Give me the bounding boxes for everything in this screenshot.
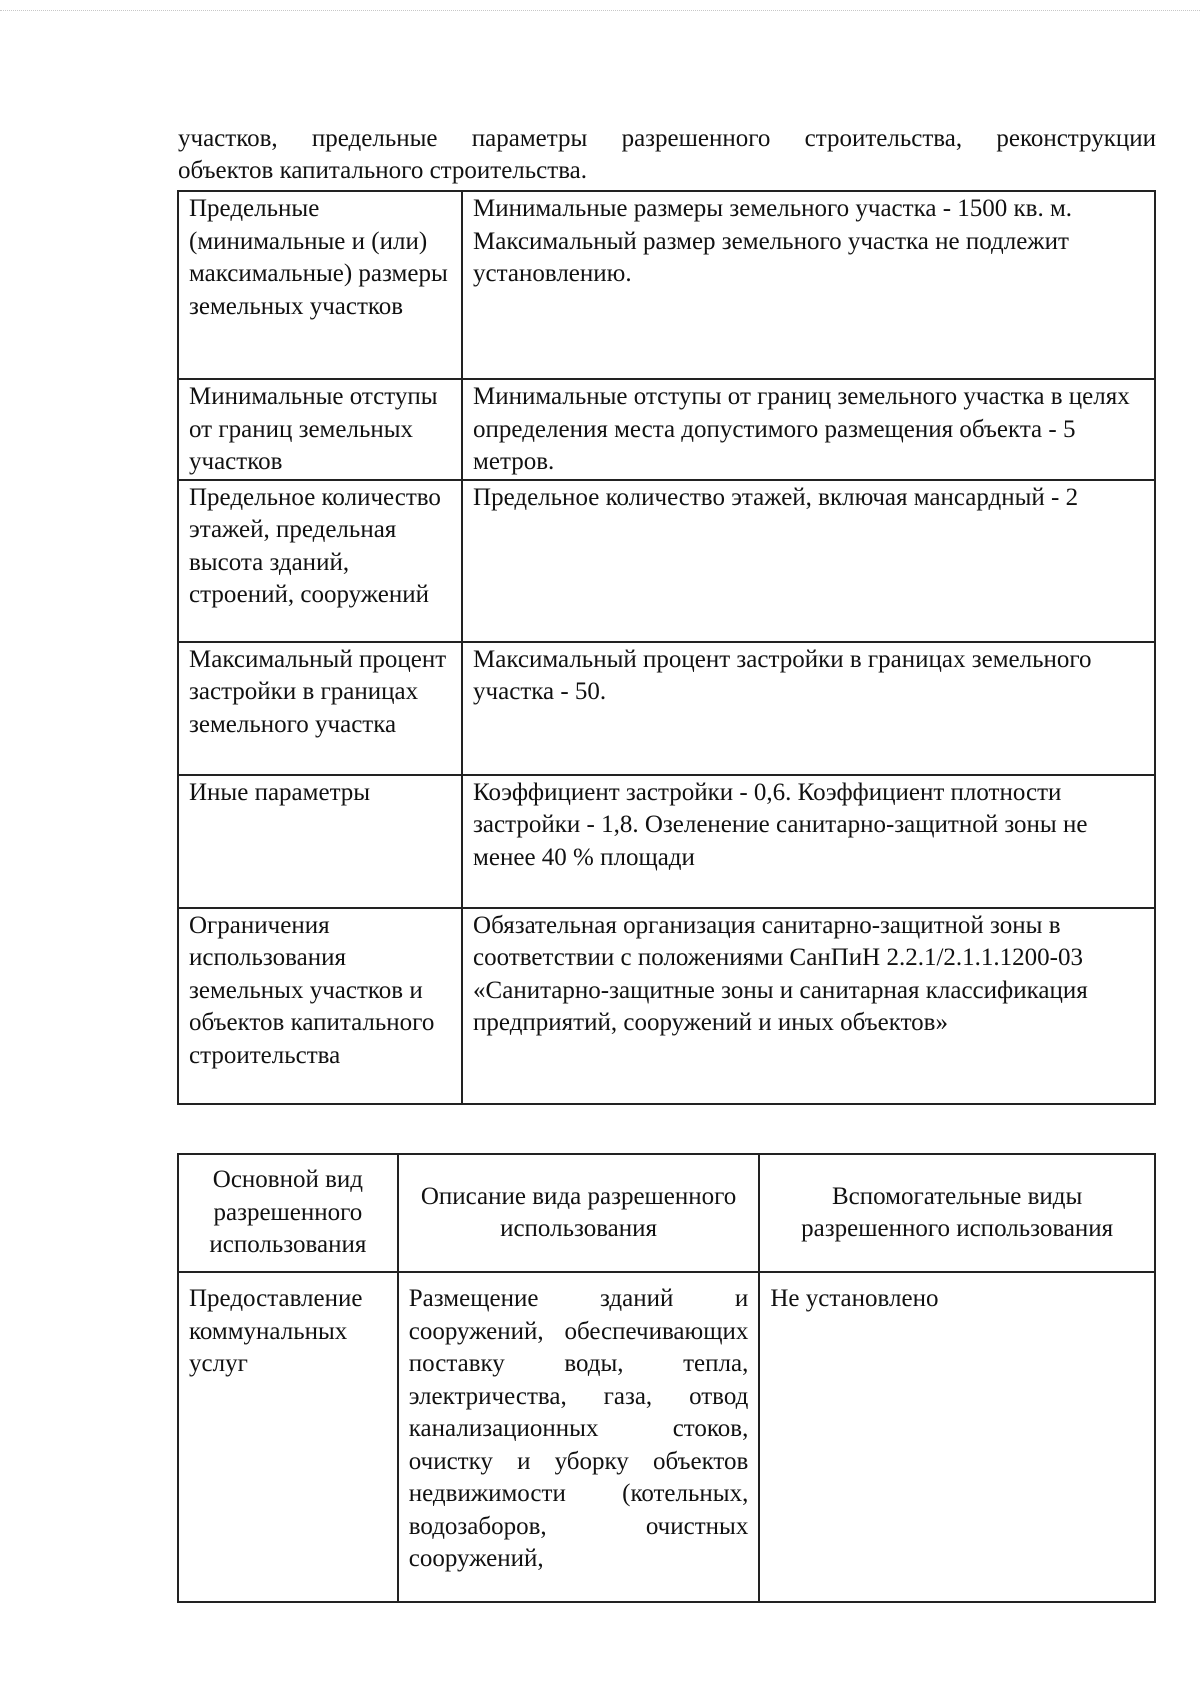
param-label: Минимальные отступы от границ земельных участков	[178, 379, 462, 480]
parameters-table	[177, 190, 1156, 1105]
header-main-use: Основной вид разрешенного использования	[178, 1154, 398, 1272]
table-row	[178, 908, 1155, 1104]
param-value: Обязательная организация санитарно-защитной зоны в соответствии с положениями СанПиН 2.2.1/2.1.1.1200-03 «Санитарно-защитные зоны и санитарная классификация предприятий, сооружений и иных объектов»	[462, 908, 1155, 1104]
table-row	[178, 642, 1155, 775]
param-value: Коэффициент застройки - 0,6. Коэффициент плотности застройки - 1,8. Озеленение санитарно-защитной зоны не менее 40 % площади	[462, 775, 1155, 908]
table-row	[178, 775, 1155, 908]
table-header-row	[178, 1154, 1155, 1272]
param-label: Иные параметры	[178, 775, 462, 908]
permitted-uses-table	[177, 1153, 1156, 1603]
table-row	[178, 191, 1155, 379]
param-value: Минимальные размеры земельного участка - 1500 кв. м. Максимальный размер земельного участка не подлежит установлению.	[462, 191, 1155, 379]
description-cell: Размещение зданий и сооружений, обеспечивающих поставку воды, тепла, электричества, газа, отвод канализационных стоков, очистку и уборку объектов недвижимости (котельных, водозаборов, очистных сооружений,	[398, 1272, 760, 1602]
header-description: Описание вида разрешенного использования	[398, 1154, 760, 1272]
auxiliary-cell: Не установлено	[759, 1272, 1155, 1602]
table-row	[178, 379, 1155, 480]
table-row	[178, 1272, 1155, 1602]
param-label: Максимальный процент застройки в границах земельного участка	[178, 642, 462, 775]
param-label: Предельные (минимальные и (или) максимальные) размеры земельных участков	[178, 191, 462, 379]
param-value: Предельное количество этажей, включая мансардный - 2	[462, 480, 1155, 642]
param-label: Ограничения использования земельных участков и объектов капитального строительства	[178, 908, 462, 1104]
header-auxiliary: Вспомогательные виды разрешенного использования	[759, 1154, 1155, 1272]
param-label: Предельное количество этажей, предельная высота зданий, строений, сооружений	[178, 480, 462, 642]
scan-edge	[0, 10, 1200, 11]
intro-line-1: участков, предельные параметры разрешенного строительства, реконструкции	[178, 125, 1156, 152]
intro-paragraph	[178, 123, 1156, 187]
main-use-cell: Предоставление коммунальных услуг	[178, 1272, 398, 1602]
param-value: Минимальные отступы от границ земельного участка в целях определения места допустимого размещения объекта - 5 метров.	[462, 379, 1155, 480]
table-row	[178, 480, 1155, 642]
param-value: Максимальный процент застройки в границах земельного участка - 50.	[462, 642, 1155, 775]
intro-line-2: объектов капитального строительства.	[178, 157, 588, 184]
